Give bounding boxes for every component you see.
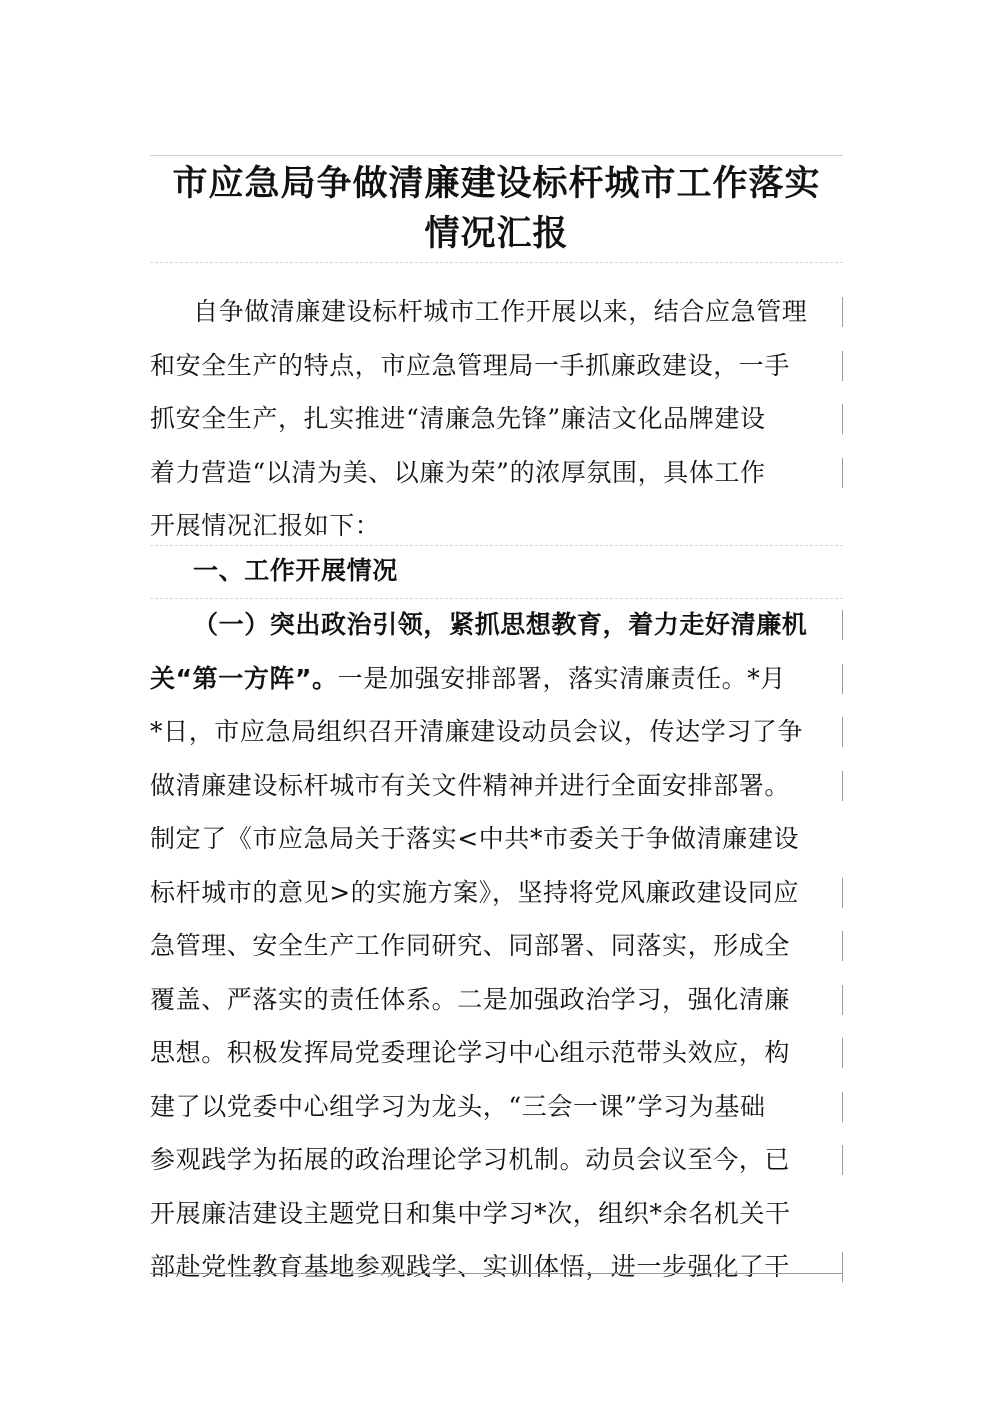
paragraph-rule-1	[150, 545, 843, 546]
intro-line-1: 自争做清廉建设标杆城市工作开展以来，结合应急管理	[193, 297, 808, 326]
bottom-rule	[150, 1273, 843, 1274]
intro-line-4: 着力营造“以清为美、以廉为荣”的浓厚氛围，具体工作	[150, 458, 766, 487]
margin-bar-9	[842, 878, 843, 908]
margin-bar-4	[842, 458, 843, 488]
margin-bar-10	[842, 931, 843, 961]
body-line-9: 建了以党委中心组学习为龙头，“三会一课”学习为基础	[150, 1092, 766, 1121]
margin-bar-3	[842, 404, 843, 434]
subsection-heading-line-1: （一）突出政治引领，紧抓思想教育，着力走好清廉机	[193, 610, 808, 639]
margin-bar-8	[842, 771, 843, 801]
margin-bar-1	[842, 297, 843, 327]
body-line-7: 覆盖、严落实的责任体系。二是加强政治学习，强化清廉	[150, 985, 791, 1014]
document-title-line-2: 情况汇报	[424, 214, 569, 254]
document-title-line-1: 市应急局争做清廉建设标杆城市工作落实	[172, 164, 821, 204]
margin-bar-12	[842, 1038, 843, 1068]
section-heading: 一、工作开展情况	[193, 556, 398, 585]
body-line-8: 思想。积极发挥局党委理论学习中心组示范带头效应，构	[150, 1038, 791, 1067]
subsection-heading-line-2: 关“第一方阵”。	[150, 664, 338, 693]
paragraph-rule-2	[150, 598, 843, 599]
body-line-11: 开展廉洁建设主题党日和集中学习*次，组织*余名机关干	[150, 1199, 791, 1228]
margin-bar-15	[842, 1252, 843, 1282]
intro-line-3: 抓安全生产，扎实推进“清廉急先锋”廉洁文化品牌建设	[150, 404, 766, 433]
body-line-10: 参观践学为拓展的政治理论学习机制。动员会议至今，已	[150, 1145, 791, 1174]
body-line-4: 制定了《市应急局关于落实<中共*市委关于争做清廉建设	[150, 824, 800, 853]
title-bottom-rule	[150, 262, 843, 263]
margin-bar-7	[842, 717, 843, 747]
margin-bar-6	[842, 664, 843, 694]
margin-bar-2	[842, 351, 843, 381]
intro-line-2: 和安全生产的特点，市应急管理局一手抓廉政建设，一手	[150, 351, 791, 380]
margin-bar-13	[842, 1092, 843, 1122]
body-line-6: 急管理、安全生产工作同研究、同部署、同落实，形成全	[150, 931, 791, 960]
margin-bar-11	[842, 985, 843, 1015]
body-line-2: *日，市应急局组织召开清廉建设动员会议，传达学习了争	[150, 717, 804, 746]
top-rule	[150, 155, 843, 156]
margin-bar-5	[842, 610, 843, 640]
body-line-5: 标杆城市的意见>的实施方案》，坚持将党风廉政建设同应	[150, 878, 800, 907]
intro-line-5: 开展情况汇报如下：	[150, 511, 381, 540]
body-line-3: 做清廉建设标杆城市有关文件精神并进行全面安排部署。	[150, 771, 791, 800]
body-line-1-text: 一是加强安排部署，落实清廉责任。*月	[337, 664, 786, 693]
body-line-12: 部赴党性教育基地参观践学、实训体悟，进一步强化了干	[150, 1252, 791, 1281]
body-line-1	[150, 664, 843, 718]
margin-bar-14	[842, 1145, 843, 1175]
